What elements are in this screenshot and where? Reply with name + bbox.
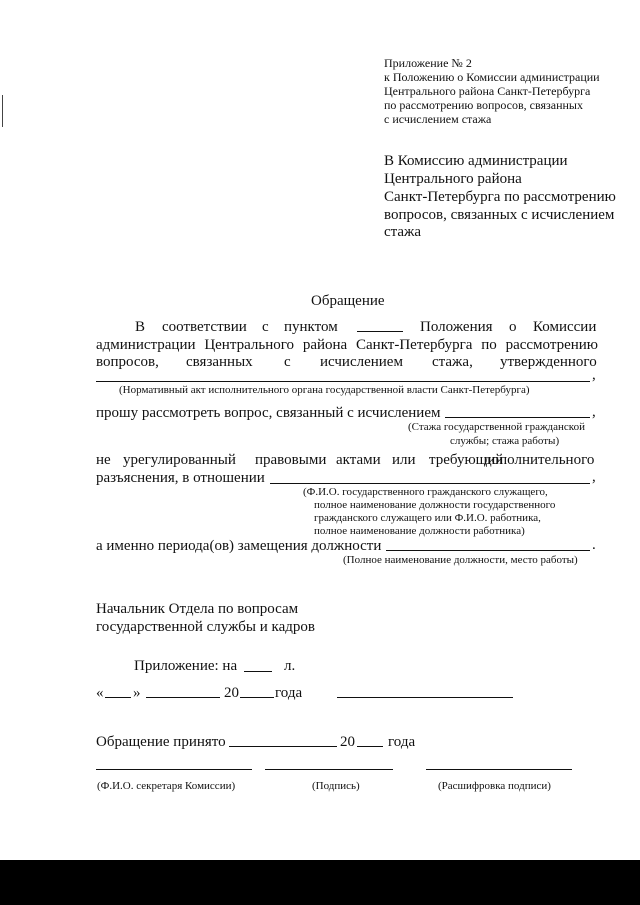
intro-word-sootvetstvii: соответствии — [162, 319, 247, 335]
signature-label: (Подпись) — [312, 780, 360, 792]
scan-edge-mark — [2, 95, 3, 127]
decoding-label: (Расшифровка подписи) — [438, 780, 551, 792]
date-year-prefix: 20 — [224, 685, 239, 701]
period-text: а именно периода(ов) замещения должности — [96, 538, 382, 554]
date-year-suffix: года — [275, 685, 303, 701]
stazh-type-comma: , — [592, 404, 596, 420]
fio-note-line-3: гражданского служащего или Ф.И.О. работника, — [314, 512, 541, 524]
position-field-period: . — [592, 537, 596, 553]
date-month-field[interactable] — [146, 697, 220, 698]
not-regulated-word-2: урегулированный — [123, 452, 236, 468]
addressee-line-4: вопросов, связанных с исчислением — [384, 207, 615, 223]
position-field[interactable] — [386, 550, 590, 551]
signature-decoding-field[interactable] — [426, 769, 572, 770]
addressee-line-5: стажа — [384, 224, 422, 240]
intro-word-polozheniya: Положения — [420, 319, 493, 335]
appendix-line-2: к Положению о Комиссии администрации — [384, 70, 600, 84]
head-signature-field[interactable] — [337, 697, 513, 698]
head-line-2: государственной службы и кадров — [96, 619, 315, 635]
attachment-suffix: л. — [284, 658, 296, 674]
intro-word-komissii: Комиссии — [533, 319, 597, 335]
clause-number-blank[interactable] — [357, 331, 403, 332]
signature-field[interactable] — [265, 769, 393, 770]
stazh-note-line-1: (Стажа государственной гражданской — [408, 421, 585, 433]
appendix-line-4: по рассмотрению вопросов, связанных — [384, 98, 583, 112]
secretary-label: (Ф.И.О. секретаря Комиссии) — [97, 780, 236, 792]
appendix-line-3: Центрального района Санкт-Петербурга — [384, 84, 591, 98]
accepted-date-field[interactable] — [229, 746, 337, 747]
intro-word-ischisleniem: исчислением — [320, 354, 403, 370]
intro-line-2: администрации Центрального района Санкт-Петербурга по рассмотрению — [96, 337, 598, 353]
normative-act-comma: , — [592, 367, 596, 383]
stazh-note-line-2: службы; стажа работы) — [450, 435, 560, 447]
fio-note-line-1: (Ф.И.О. государственного гражданского служащего, — [303, 486, 548, 498]
normative-act-field[interactable] — [96, 381, 590, 382]
intro-word-stazha: стажа, — [432, 354, 473, 370]
intro-word-o: о — [509, 319, 517, 335]
intro-word-svyazannyh: связанных — [186, 354, 253, 370]
accepted-year-suffix: года — [388, 734, 416, 750]
attachment-pages-field[interactable] — [244, 671, 272, 672]
request-text: прошу рассмотреть вопрос, связанный с исчислением — [96, 405, 441, 421]
attachment-label: Приложение: на — [134, 658, 238, 674]
date-close-quote: » — [133, 685, 141, 701]
not-regulated-word-5: или — [392, 452, 416, 468]
intro-word-utverzhdennogo: утвержденного — [500, 354, 597, 370]
intro-word-s2: с — [284, 354, 291, 370]
clarification-text: разъяснения, в отношении — [96, 470, 265, 486]
intro-word-voprosov: вопросов, — [96, 354, 159, 370]
date-open-quote: « — [96, 685, 104, 701]
date-year-field[interactable] — [240, 697, 274, 698]
not-regulated-word-7: дополнительного — [484, 452, 595, 468]
not-regulated-word-1: не — [96, 452, 111, 468]
secretary-name-field[interactable] — [96, 769, 252, 770]
accepted-year-field[interactable] — [357, 746, 383, 747]
stazh-type-field[interactable] — [445, 417, 590, 418]
normative-act-note: (Нормативный акт исполнительного органа государственной власти Санкт-Петербурга) — [119, 384, 530, 396]
fio-note-line-2: полное наименование должности государственного — [314, 499, 556, 511]
not-regulated-word-6: требующий — [429, 452, 504, 468]
intro-word-s: с — [262, 319, 269, 335]
appendix-line-1: Приложение № 2 — [384, 56, 472, 70]
addressee-line-1: В Комиссию администрации — [384, 153, 568, 169]
accepted-label: Обращение принято — [96, 734, 226, 750]
addressee-line-3: Санкт-Петербурга по рассмотрению — [384, 189, 616, 205]
accepted-year-prefix: 20 — [340, 734, 355, 750]
appendix-line-5: с исчислением стажа — [384, 112, 492, 126]
intro-word-punktom: пунктом — [284, 319, 338, 335]
position-note: (Полное наименование должности, место работы) — [343, 554, 578, 566]
person-field[interactable] — [270, 483, 590, 484]
intro-word-v: В — [135, 319, 146, 335]
scan-bottom-border — [0, 860, 640, 905]
addressee-line-2: Центрального района — [384, 171, 522, 187]
date-day-field[interactable] — [105, 697, 131, 698]
document-title: Обращение — [311, 293, 385, 309]
head-line-1: Начальник Отдела по вопросам — [96, 601, 299, 617]
fio-note-line-4: полное наименование должности работника) — [314, 525, 525, 537]
not-regulated-word-4: актами — [336, 452, 381, 468]
person-field-comma: , — [592, 469, 596, 485]
not-regulated-word-3: правовыми — [255, 452, 327, 468]
